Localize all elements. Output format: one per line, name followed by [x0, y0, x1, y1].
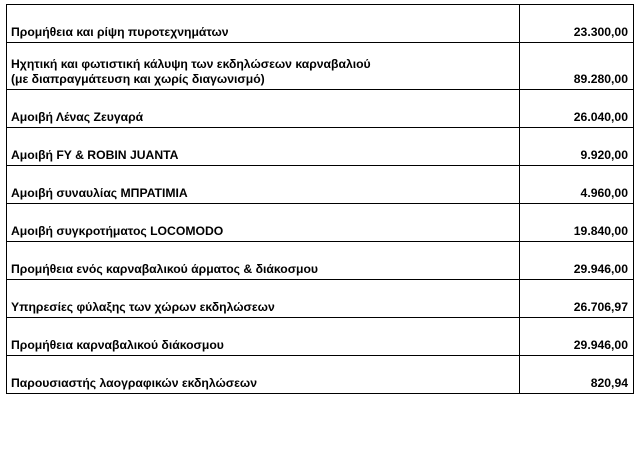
description-text: Υπηρεσίες φύλαξης των χώρων εκδηλώσεων — [11, 300, 275, 314]
description-cell — [7, 356, 520, 394]
amount-cell: 89.280,00 — [520, 43, 634, 90]
table-row — [7, 318, 634, 356]
table-row — [7, 242, 634, 280]
description-text: Αμοιβή Λένας Ζευγαρά — [11, 110, 144, 124]
description-cell — [7, 43, 520, 90]
amount-cell: 19.840,00 — [520, 204, 634, 242]
description-cell — [7, 166, 520, 204]
table-row — [7, 5, 634, 43]
table-row — [7, 356, 634, 394]
table-row — [7, 280, 634, 318]
description-cell — [7, 242, 520, 280]
amount-cell: 29.946,00 — [520, 318, 634, 356]
description-cell — [7, 204, 520, 242]
table-row — [7, 166, 634, 204]
description-cell — [7, 90, 520, 128]
description-text: Αμοιβή FY & ROBIN JUANTA — [11, 148, 179, 162]
table-row — [7, 90, 634, 128]
description-text: Ηχητική και φωτιστική κάλυψη των εκδηλώσεων καρναβαλιού — [11, 57, 371, 71]
description-cell — [7, 5, 520, 43]
amount-cell: 4.960,00 — [520, 166, 634, 204]
description-text: Προμήθεια ενός καρναβαλικού άρματος & διάκοσμου — [11, 262, 319, 276]
table-row — [7, 43, 634, 90]
amount-cell: 23.300,00 — [520, 5, 634, 43]
table-row — [7, 128, 634, 166]
amount-cell: 26.040,00 — [520, 90, 634, 128]
description-text: Προμήθεια και ρίψη πυροτεχνημάτων — [11, 25, 229, 39]
description-text: Παρουσιαστής λαογραφικών εκδηλώσεων — [11, 376, 257, 390]
table-row — [7, 204, 634, 242]
amount-cell: 9.920,00 — [520, 128, 634, 166]
description-text: (με διαπραγμάτευση και χωρίς διαγωνισμό) — [11, 72, 265, 86]
description-cell — [7, 280, 520, 318]
amount-cell: 26.706,97 — [520, 280, 634, 318]
amount-cell: 820,94 — [520, 356, 634, 394]
description-text: Αμοιβή συναυλίας ΜΠΡΑΤΙΜΙΑ — [11, 186, 188, 200]
description-text: Προμήθεια καρναβαλικού διάκοσμου — [11, 338, 224, 352]
description-cell — [7, 128, 520, 166]
description-cell — [7, 318, 520, 356]
expenses-table — [6, 4, 634, 394]
amount-cell: 29.946,00 — [520, 242, 634, 280]
description-text: Αμοιβή συγκροτήματος LOCOMODO — [11, 224, 224, 238]
